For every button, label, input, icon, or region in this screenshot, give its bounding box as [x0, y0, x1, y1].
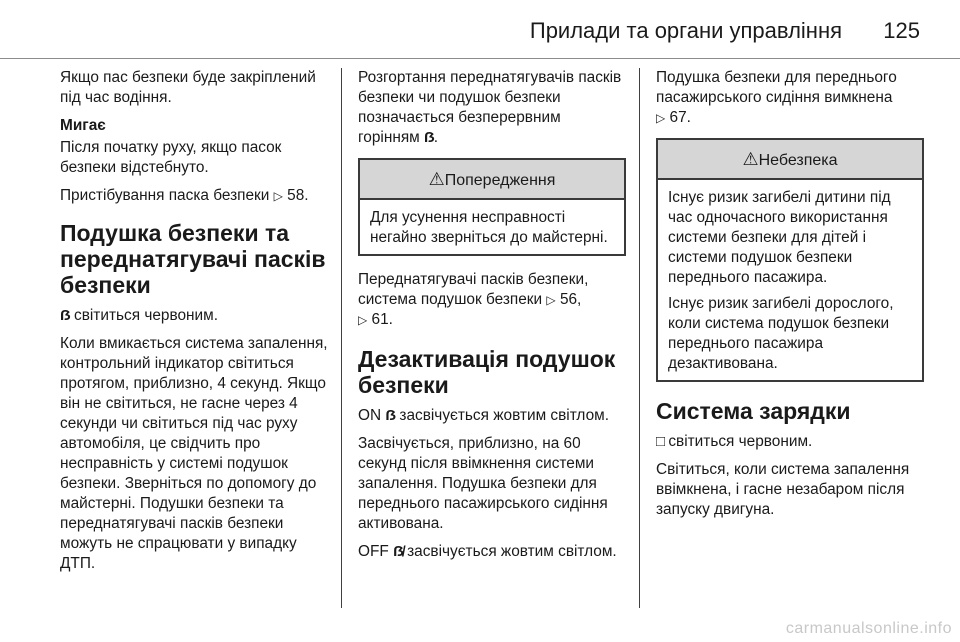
ref-arrow-icon: ▷	[273, 189, 283, 203]
indicator-text: засвічується жовтим світлом.	[407, 543, 617, 560]
reference-page: 56,	[559, 291, 582, 308]
ref-arrow-icon: ▷	[546, 293, 556, 307]
page-title: Прилади та органи управління	[529, 18, 842, 43]
column-1	[60, 68, 328, 582]
danger-body	[658, 180, 922, 374]
airbag-off-icon: ẞ̸	[393, 543, 403, 560]
reference-text: Переднатягувачі пасків безпеки, система подушок безпеки	[358, 271, 589, 308]
danger-text: Існує ризик загибелі дорослого, коли система подушок безпеки переднього пасажира дезактивована.	[668, 295, 894, 372]
page-number: 125	[883, 18, 920, 43]
reference-page: 67.	[669, 109, 691, 126]
warning-triangle-icon: ⚠	[742, 149, 759, 169]
reference-page: 61.	[371, 311, 393, 328]
column-divider	[639, 68, 640, 608]
page-header	[0, 0, 960, 58]
cross-reference	[656, 68, 924, 128]
reference-text: Пристібування паска безпеки	[60, 187, 270, 204]
indicator-text: світиться червоним.	[668, 433, 813, 450]
off-label: OFF	[358, 543, 389, 560]
danger-text: Існує ризик загибелі дитини під час одночасного використання системи безпеки для дітей і системи подушок безпеки переднього пасажира.	[668, 189, 891, 286]
airbag-icon: ẞ	[385, 407, 396, 424]
airbag-icon: ẞ⁢	[60, 307, 70, 324]
indicator-line	[358, 406, 626, 426]
reference-text: Подушка безпеки для переднього пасажирського сидіння вимкнена	[656, 69, 897, 106]
indicator-line	[60, 306, 328, 326]
paragraph: Розгортання переднатягувачів пасків безпеки чи подушок безпеки позначається безперервним горінням ẞ.	[358, 69, 622, 146]
indicator-text: світиться червоним.	[74, 307, 218, 324]
battery-icon: □	[656, 433, 665, 450]
warning-title: Попередження	[444, 172, 556, 189]
indicator-line	[656, 432, 924, 452]
paragraph-text: Розгортання переднатягувачів пасків безпеки чи подушок безпеки позначається безперервним горінням	[358, 69, 622, 146]
section-title: Система зарядки	[656, 398, 851, 424]
header-divider	[0, 58, 960, 59]
warning-text: Для усунення несправності негайно зверніться до майстерні.	[370, 209, 608, 246]
column-divider	[341, 68, 342, 608]
paragraph: Якщо пас безпеки буде закріплений під час водіння.	[60, 69, 316, 106]
airbag-icon: ẞ	[424, 129, 434, 146]
warning-body	[360, 200, 624, 248]
paragraph: Світиться, коли система запалення ввімкнена, і гасне незабаром після запуску двигуна.	[656, 461, 910, 518]
cross-reference	[60, 186, 328, 206]
indicator-text: засвічується жовтим світлом.	[399, 407, 610, 424]
ref-arrow-icon: ▷	[358, 313, 368, 327]
reference-page: 58.	[287, 187, 309, 204]
danger-title: Небезпека	[758, 152, 838, 169]
on-label: ON	[358, 407, 382, 424]
danger-header	[658, 140, 922, 180]
cross-reference	[358, 270, 626, 330]
indicator-line	[358, 542, 626, 562]
watermark: carmanualsonline.info	[785, 620, 952, 637]
paragraph: Коли вмикається система запалення, контрольний індикатор світиться протягом, приблизно, 4 секунд. Якщо він не світиться, не гасне через 4 секунди чи світиться під час руху автомобіля, це свідчить про несправність у системі подушок безпеки. Зверніться по допомогу до майстерні. Подушки безпеки та переднатягувачі пасків безпеки можуть не спрацювати у випадку ДТП.	[60, 335, 328, 572]
paragraph: Після початку руху, якщо пасок безпеки відстебнуто.	[60, 139, 282, 176]
paragraph: Засвічується, приблизно, на 60 секунд після ввімкнення системи запалення. Подушка безпеки для переднього пасажирського сидіння активована.	[358, 435, 608, 532]
warning-header	[360, 160, 624, 200]
ref-arrow-icon: ▷	[656, 111, 666, 125]
section-title: Подушка безпеки та переднатягувачі пасків безпеки	[60, 220, 326, 298]
warning-triangle-icon: ⚠	[428, 169, 445, 189]
section-title: Дезактивація подушок безпеки	[358, 346, 616, 398]
subheading: Мигає	[60, 117, 106, 134]
danger-box	[656, 138, 924, 382]
warning-box	[358, 158, 626, 256]
column-2	[358, 68, 626, 570]
column-3	[656, 68, 924, 528]
